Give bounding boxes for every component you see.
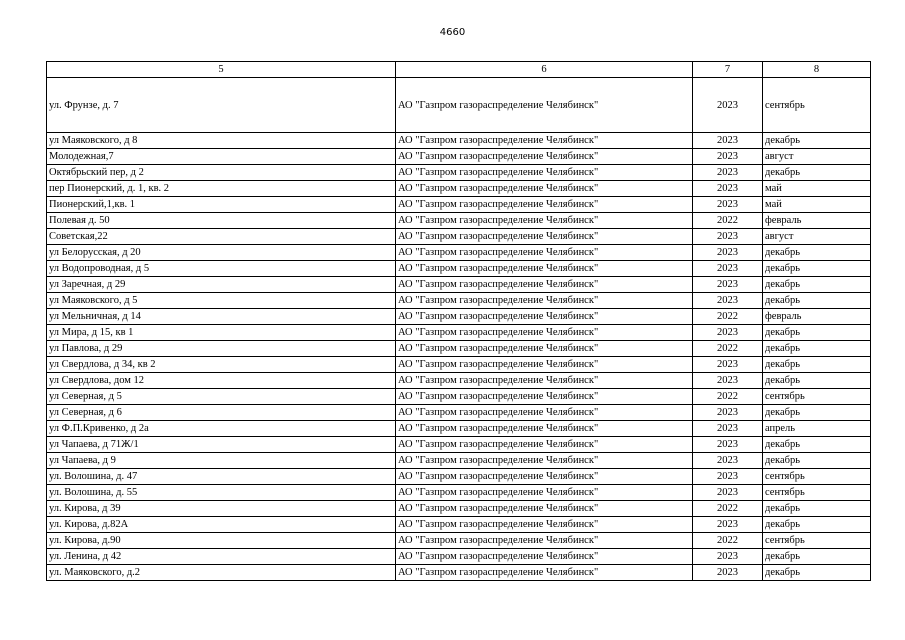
year-cell: 2023 <box>693 421 763 437</box>
table-row <box>47 197 871 213</box>
address-cell: ул. Кирова, д 39 <box>47 501 396 517</box>
address-cell: ул Чапаева, д 71Ж/1 <box>47 437 396 453</box>
table-row <box>47 229 871 245</box>
address-cell: ул. Волошина, д. 47 <box>47 469 396 485</box>
year-cell: 2022 <box>693 501 763 517</box>
year-cell: 2023 <box>693 197 763 213</box>
organization-cell: АО "Газпром газораспределение Челябинск" <box>396 197 693 213</box>
year-cell: 2023 <box>693 133 763 149</box>
year-cell: 2023 <box>693 357 763 373</box>
month-cell: декабрь <box>763 565 871 581</box>
month-cell: август <box>763 229 871 245</box>
table-row <box>47 517 871 533</box>
year-cell: 2023 <box>693 293 763 309</box>
column-header-6: 6 <box>396 62 693 78</box>
table-row <box>47 341 871 357</box>
organization-cell: АО "Газпром газораспределение Челябинск" <box>396 549 693 565</box>
organization-cell: АО "Газпром газораспределение Челябинск" <box>396 165 693 181</box>
address-cell: ул Свердлова, д 34, кв 2 <box>47 357 396 373</box>
year-cell: 2022 <box>693 341 763 357</box>
year-cell: 2023 <box>693 78 763 133</box>
month-cell: декабрь <box>763 437 871 453</box>
table-row <box>47 277 871 293</box>
table-row <box>47 405 871 421</box>
address-cell: ул. Маяковского, д.2 <box>47 565 396 581</box>
address-cell: Полевая д. 50 <box>47 213 396 229</box>
organization-cell: АО "Газпром газораспределение Челябинск" <box>396 453 693 469</box>
month-cell: декабрь <box>763 501 871 517</box>
organization-cell: АО "Газпром газораспределение Челябинск" <box>396 309 693 325</box>
address-cell: Молодежная,7 <box>47 149 396 165</box>
organization-cell: АО "Газпром газораспределение Челябинск" <box>396 469 693 485</box>
year-cell: 2022 <box>693 213 763 229</box>
month-cell: декабрь <box>763 325 871 341</box>
organization-cell: АО "Газпром газораспределение Челябинск" <box>396 277 693 293</box>
address-cell: Октябрьский пер, д 2 <box>47 165 396 181</box>
year-cell: 2023 <box>693 469 763 485</box>
organization-cell: АО "Газпром газораспределение Челябинск" <box>396 245 693 261</box>
table-row <box>47 565 871 581</box>
address-cell: ул. Кирова, д.90 <box>47 533 396 549</box>
address-cell: ул. Ленина, д 42 <box>47 549 396 565</box>
table-row <box>47 437 871 453</box>
address-cell: ул. Фрунзе, д. 7 <box>47 78 396 133</box>
table-row <box>47 469 871 485</box>
table-row <box>47 453 871 469</box>
organization-cell: АО "Газпром газораспределение Челябинск" <box>396 437 693 453</box>
organization-cell: АО "Газпром газораспределение Челябинск" <box>396 533 693 549</box>
year-cell: 2022 <box>693 533 763 549</box>
month-cell: февраль <box>763 213 871 229</box>
year-cell: 2023 <box>693 549 763 565</box>
month-cell: декабрь <box>763 453 871 469</box>
table-row <box>47 133 871 149</box>
address-cell: ул Павлова, д 29 <box>47 341 396 357</box>
table-row <box>47 78 871 133</box>
year-cell: 2023 <box>693 517 763 533</box>
table-row <box>47 309 871 325</box>
month-cell: август <box>763 149 871 165</box>
address-cell: Пионерский,1,кв. 1 <box>47 197 396 213</box>
month-cell: сентябрь <box>763 78 871 133</box>
organization-cell: АО "Газпром газораспределение Челябинск" <box>396 149 693 165</box>
table-row <box>47 389 871 405</box>
organization-cell: АО "Газпром газораспределение Челябинск" <box>396 485 693 501</box>
month-cell: май <box>763 197 871 213</box>
month-cell: декабрь <box>763 277 871 293</box>
organization-cell: АО "Газпром газораспределение Челябинск" <box>396 357 693 373</box>
year-cell: 2023 <box>693 437 763 453</box>
page-number: 4660 <box>439 27 466 38</box>
month-cell: сентябрь <box>763 485 871 501</box>
organization-cell: АО "Газпром газораспределение Челябинск" <box>396 389 693 405</box>
data-table <box>46 61 871 581</box>
month-cell: декабрь <box>763 517 871 533</box>
organization-cell: АО "Газпром газораспределение Челябинск" <box>396 261 693 277</box>
table-row <box>47 421 871 437</box>
column-number-row <box>47 62 871 78</box>
organization-cell: АО "Газпром газораспределение Челябинск" <box>396 325 693 341</box>
table-row <box>47 485 871 501</box>
month-cell: декабрь <box>763 293 871 309</box>
address-cell: ул Ф.П.Кривенко, д 2а <box>47 421 396 437</box>
organization-cell: АО "Газпром газораспределение Челябинск" <box>396 133 693 149</box>
month-cell: декабрь <box>763 549 871 565</box>
month-cell: декабрь <box>763 133 871 149</box>
table-row <box>47 181 871 197</box>
address-cell: ул Заречная, д 29 <box>47 277 396 293</box>
month-cell: декабрь <box>763 405 871 421</box>
month-cell: декабрь <box>763 245 871 261</box>
organization-cell: АО "Газпром газораспределение Челябинск" <box>396 517 693 533</box>
table-row <box>47 533 871 549</box>
table-row <box>47 213 871 229</box>
address-cell: Советская,22 <box>47 229 396 245</box>
month-cell: сентябрь <box>763 533 871 549</box>
year-cell: 2023 <box>693 325 763 341</box>
year-cell: 2023 <box>693 373 763 389</box>
year-cell: 2023 <box>693 229 763 245</box>
month-cell: декабрь <box>763 341 871 357</box>
year-cell: 2023 <box>693 485 763 501</box>
table-row <box>47 357 871 373</box>
year-cell: 2022 <box>693 309 763 325</box>
table-row <box>47 165 871 181</box>
organization-cell: АО "Газпром газораспределение Челябинск" <box>396 229 693 245</box>
year-cell: 2023 <box>693 149 763 165</box>
organization-cell: АО "Газпром газораспределение Челябинск" <box>396 78 693 133</box>
column-header-8: 8 <box>763 62 871 78</box>
address-cell: ул Северная, д 5 <box>47 389 396 405</box>
table-row <box>47 549 871 565</box>
year-cell: 2023 <box>693 405 763 421</box>
organization-cell: АО "Газпром газораспределение Челябинск" <box>396 405 693 421</box>
table-row <box>47 149 871 165</box>
year-cell: 2023 <box>693 565 763 581</box>
table-body <box>47 62 871 581</box>
month-cell: декабрь <box>763 357 871 373</box>
month-cell: сентябрь <box>763 469 871 485</box>
year-cell: 2023 <box>693 277 763 293</box>
organization-cell: АО "Газпром газораспределение Челябинск" <box>396 565 693 581</box>
table-row <box>47 293 871 309</box>
month-cell: декабрь <box>763 165 871 181</box>
month-cell: декабрь <box>763 261 871 277</box>
year-cell: 2023 <box>693 261 763 277</box>
organization-cell: АО "Газпром газораспределение Челябинск" <box>396 373 693 389</box>
organization-cell: АО "Газпром газораспределение Челябинск" <box>396 421 693 437</box>
column-header-5: 5 <box>47 62 396 78</box>
month-cell: сентябрь <box>763 389 871 405</box>
organization-cell: АО "Газпром газораспределение Челябинск" <box>396 501 693 517</box>
address-cell: ул. Волошина, д. 55 <box>47 485 396 501</box>
organization-cell: АО "Газпром газораспределение Челябинск" <box>396 181 693 197</box>
address-cell: ул Свердлова, дом 12 <box>47 373 396 389</box>
address-cell: ул Маяковского, д 5 <box>47 293 396 309</box>
address-cell: ул Водопроводная, д 5 <box>47 261 396 277</box>
organization-cell: АО "Газпром газораспределение Челябинск" <box>396 293 693 309</box>
address-cell: ул. Кирова, д.82А <box>47 517 396 533</box>
month-cell: май <box>763 181 871 197</box>
table-row <box>47 325 871 341</box>
month-cell: декабрь <box>763 373 871 389</box>
table-row <box>47 373 871 389</box>
month-cell: февраль <box>763 309 871 325</box>
address-cell: ул Мира, д 15, кв 1 <box>47 325 396 341</box>
address-cell: ул Северная, д 6 <box>47 405 396 421</box>
year-cell: 2023 <box>693 181 763 197</box>
table-row <box>47 501 871 517</box>
address-cell: пер Пионерский, д. 1, кв. 2 <box>47 181 396 197</box>
address-cell: ул Чапаева, д 9 <box>47 453 396 469</box>
year-cell: 2023 <box>693 165 763 181</box>
address-cell: ул Мельничная, д 14 <box>47 309 396 325</box>
organization-cell: АО "Газпром газораспределение Челябинск" <box>396 213 693 229</box>
table-row <box>47 261 871 277</box>
year-cell: 2023 <box>693 245 763 261</box>
column-header-7: 7 <box>693 62 763 78</box>
year-cell: 2023 <box>693 453 763 469</box>
month-cell: апрель <box>763 421 871 437</box>
address-cell: ул Маяковского, д 8 <box>47 133 396 149</box>
address-cell: ул Белорусская, д 20 <box>47 245 396 261</box>
table-row <box>47 245 871 261</box>
year-cell: 2022 <box>693 389 763 405</box>
organization-cell: АО "Газпром газораспределение Челябинск" <box>396 341 693 357</box>
